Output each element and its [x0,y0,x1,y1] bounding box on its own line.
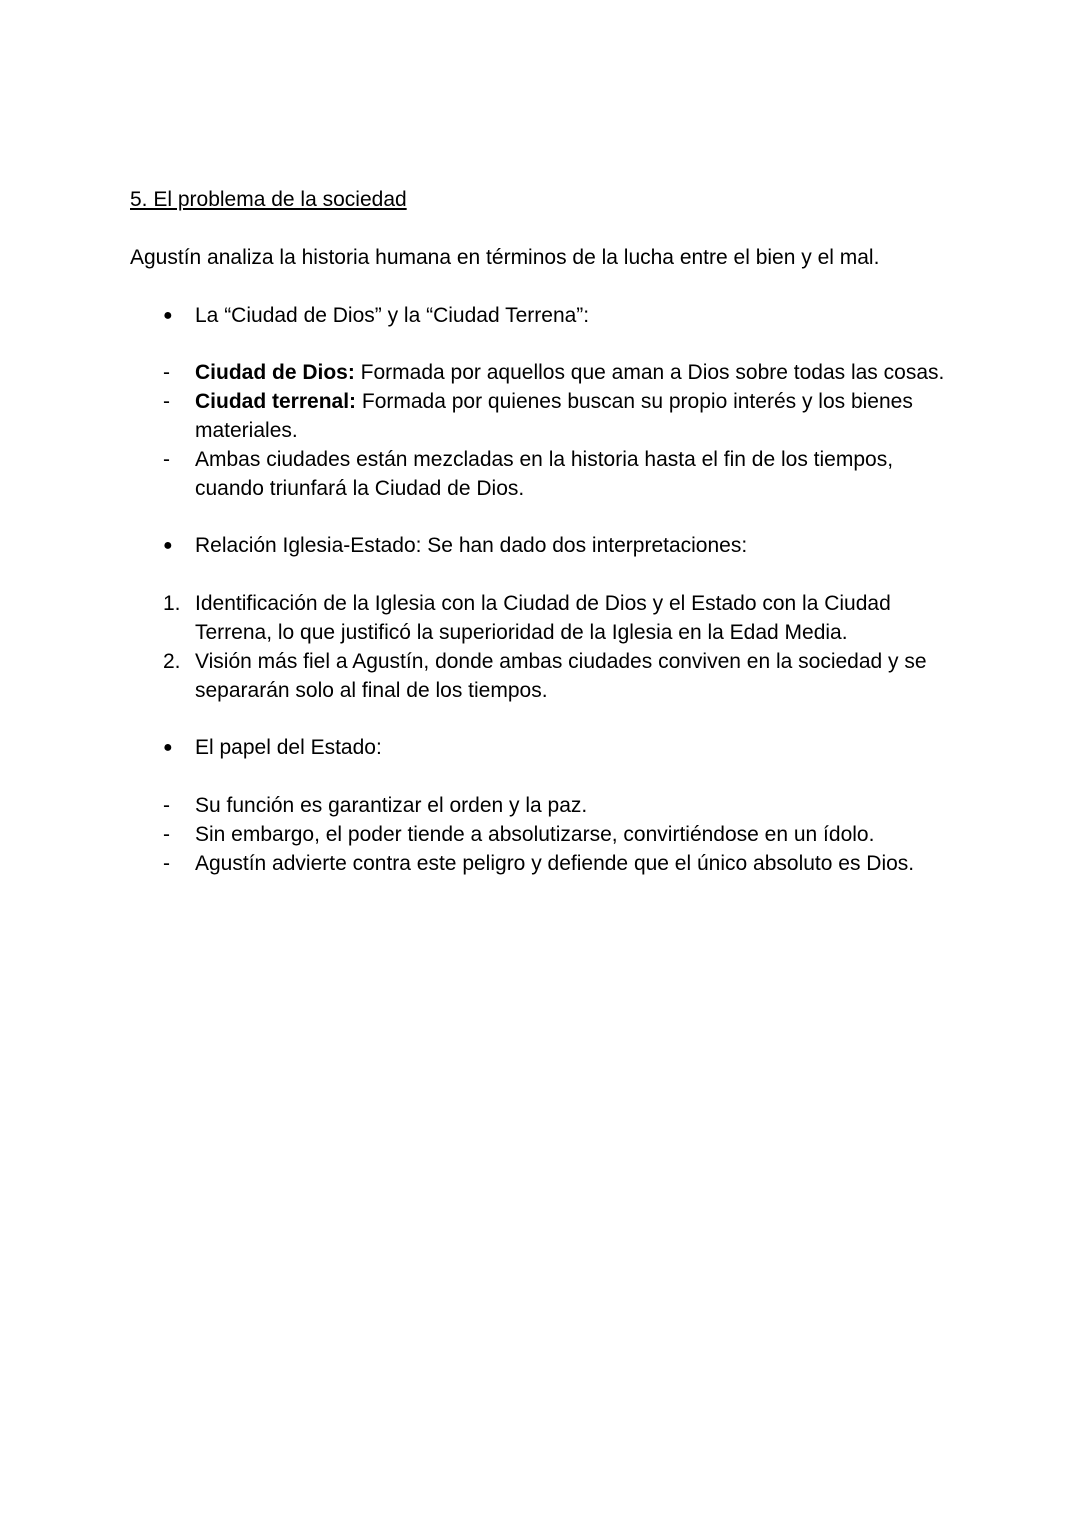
bullet-text: La “Ciudad de Dios” y la “Ciudad Terrena”: [195,303,590,327]
bullet-marker: ● [163,537,173,555]
bullet-text: El papel del Estado: [195,736,382,760]
dash-marker: - [163,447,170,471]
list-item [130,590,950,648]
list-item-text: Agustín advierte contra este peligro y defiende que el único absoluto es Dios. [195,851,915,875]
term-ciudad-de-dios: Ciudad de Dios: [195,361,355,385]
number-marker: 2. [163,649,181,673]
number-marker: 1. [163,592,181,616]
section-heading: 5. El problema de la sociedad [130,188,407,211]
document-content [130,186,950,908]
dash-marker: - [163,851,170,875]
list-item-text: Ambas ciudades están mezcladas en la historia hasta el fin de los tiempos, cuando triunfará la Ciudad de Dios. [195,447,894,500]
list-item-text: Identificación de la Iglesia con la Ciudad de Dios y el Estado con la Ciudad Terrena, lo que justificó la superioridad de la Iglesia en la Edad Media. [195,592,891,644]
dash-marker: - [163,361,170,385]
dash-marker: - [163,822,170,846]
list-item-text: Formada por aquellos que aman a Dios sobre todas las cosas. [354,361,945,385]
list-item [130,792,950,821]
dash-marker: - [163,794,170,818]
list-item [130,648,950,706]
list-item [130,850,950,879]
list-item [130,388,950,446]
bullet-iglesia-estado [130,532,950,561]
list-item-text: Visión más fiel a Agustín, donde ambas ciudades conviven en la sociedad y se separarán solo al final de los tiempos. [195,649,927,702]
interpretaciones-list [130,590,950,705]
list-item-text: Sin embargo, el poder tiende a absolutizarse, convirtiéndose en un ídolo. [195,822,875,846]
intro-paragraph: Agustín analiza la historia humana en términos de la lucha entre el bien y el mal. [130,245,880,269]
list-item [130,821,950,850]
bullet-ciudades [130,302,950,331]
estado-list [130,792,950,878]
bullet-marker: ● [163,739,173,757]
bullet-text: Relación Iglesia-Estado: Se han dado dos interpretaciones: [195,534,748,558]
bullet-papel-estado [130,734,950,763]
list-item-text: Formada por quienes buscan su propio interés y los bienes materiales. [195,390,913,442]
list-item-text: Su función es garantizar el orden y la paz. [195,794,588,818]
dash-marker: - [163,390,170,414]
list-item [130,446,950,504]
list-item [130,359,950,388]
ciudades-list [130,359,950,503]
term-ciudad-terrenal: Ciudad terrenal: [195,390,357,414]
bullet-marker: ● [163,306,173,324]
